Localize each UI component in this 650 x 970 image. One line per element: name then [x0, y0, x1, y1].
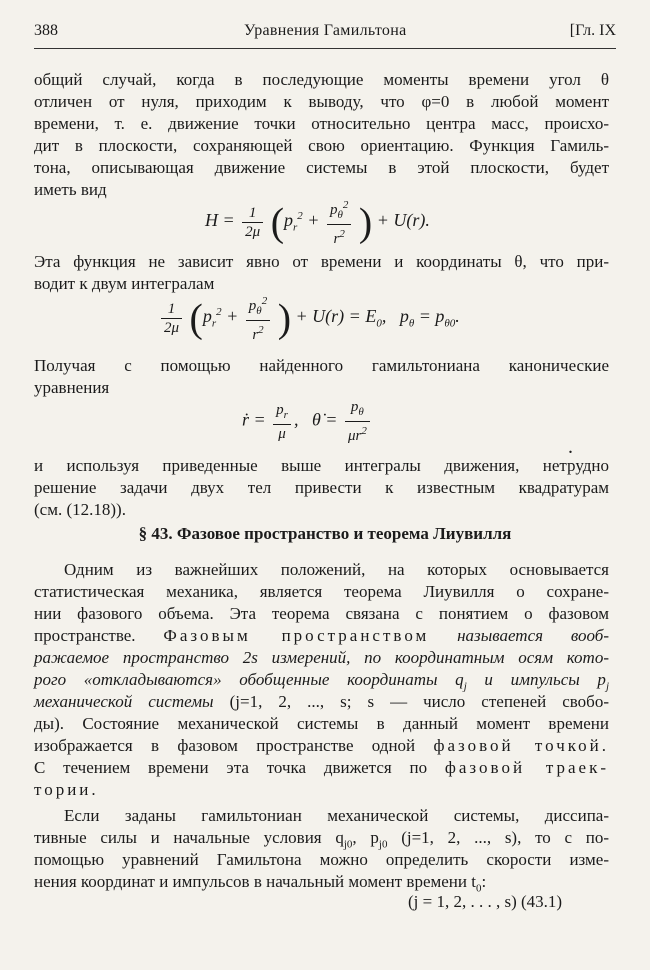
text-line: Получая с помощью найденного гамильтониана канонические — [34, 356, 609, 375]
fraction: $\frac{p_r}{\mu}$ — [273, 401, 291, 443]
text-line: Одним из важнейших положений, на которых основывается — [64, 560, 609, 579]
section-heading: § 43. Фазовое пространство и теорема Лиувилля — [138, 524, 512, 543]
equation-number: (j = 1, 2, . . . , s) (43.1) — [408, 892, 563, 911]
text-line: решение задачи двух тел привести к известным квадратурам — [34, 478, 609, 497]
subscript: 0 — [475, 882, 482, 895]
text-line — [34, 626, 609, 646]
text-run: пространстве. — [34, 626, 136, 645]
fraction: $\frac{p_\theta^2}{r^2}$ — [246, 292, 270, 344]
text-line: водит к двум интегралам — [34, 274, 215, 293]
text-run: (j=1, 2, ..., s), то с по- — [387, 828, 610, 847]
italic-run: рого «откладываются» обобщенные координаты q — [34, 670, 464, 689]
header-rule — [34, 48, 616, 49]
subscript: j0 — [343, 838, 353, 851]
fraction: $\frac{1}{2\mu}$ — [161, 300, 182, 337]
italic-run: и импульсы p — [466, 670, 606, 689]
italic-run: механической системы — [34, 692, 214, 711]
spaced-term: фазовой траек- — [444, 758, 609, 777]
text-run: нения координат и импульсов в начальный момент времени t — [34, 872, 476, 891]
text-line: отличен от нуля, приходим к выводу, что φ=0 в любой момент — [34, 92, 609, 111]
text-line: Если заданы гамильтониан механической системы, диссипа- — [64, 806, 609, 825]
text-line: нии фазового объема. Эта теорема связана с понятием о фазовом — [34, 604, 609, 623]
text-line: времени, т. е. движение точки относительно центра масс, происхо- — [34, 114, 609, 133]
text-line: тона, описывающая движение системы в этой плоскости, будет — [34, 158, 609, 177]
text-line: тории. — [34, 780, 99, 799]
stray-dot: . — [568, 436, 573, 458]
subscript: j — [605, 680, 609, 693]
page-number: 388 — [34, 22, 58, 39]
text-line: статистическая механика, является теорема Лиувилля о сохране- — [34, 582, 609, 601]
text-run: : — [481, 872, 487, 891]
spaced-term: Фазовым пространством — [163, 626, 430, 645]
text-line: помощью уравнений Гамильтона можно определить скорости изме- — [34, 850, 609, 869]
text-line: ражаемое пространство 2s измерений, по координатным осям кото- — [34, 648, 609, 667]
text-line: иметь вид — [34, 180, 107, 199]
canonical-equations: ṙ = $\frac{p_r}{\mu}$ , θ̇ = $\frac{p_\theta}{\mu r^2}$ — [242, 398, 373, 445]
running-title: Уравнения Гамильтона — [244, 22, 407, 39]
spaced-term: фазовой точкой. — [433, 736, 609, 755]
text-line: дит в плоскости, сохраняющей свою ориентацию. Функция Гамиль- — [34, 136, 609, 155]
text-line: общий случай, когда в последующие моменты времени угол θ — [34, 70, 609, 89]
running-header — [34, 22, 616, 46]
text-run: тивные силы и начальные условия q — [34, 828, 344, 847]
fraction: $\frac{p_\theta^2}{r^2}$ — [327, 196, 351, 248]
text-line — [34, 736, 609, 756]
chapter-label: [Гл. IX — [569, 22, 616, 39]
integrals-equation: $\frac{1}{2\mu}$ ($p_r^2$ + $\frac{p_\theta^2}{r^2}$ ) + $U(r) = E_0$, $p_\theta = p_{\theta 0}$. — [158, 292, 460, 344]
text-line — [34, 692, 609, 712]
text-line: и используя приведенные выше интегралы движения, нетрудно — [34, 456, 609, 475]
text-line: ды). Состояние механической системы в данный момент времени — [34, 714, 609, 733]
text-line: уравнения — [34, 378, 110, 397]
italic-run: называется вооб- — [457, 626, 610, 645]
text-run: (j=1, 2, ..., s; s — число степеней свобо- — [213, 692, 609, 711]
subscript: j0 — [378, 838, 388, 851]
text-run: , p — [352, 828, 379, 847]
text-line: (см. (12.18)). — [34, 500, 126, 519]
fraction: $\frac{1}{2\mu}$ — [242, 204, 263, 241]
text-line — [34, 758, 609, 778]
text-run: изображается в фазовом пространстве одной — [34, 736, 416, 755]
hamiltonian-equation: H = $\frac{1}{2\mu}$ ($p_r^2$ + $\frac{p_\theta^2}{r^2}$ ) + U(r). — [205, 196, 430, 248]
text-run: С течением времени эта точка движется по — [34, 758, 428, 777]
subscript: j — [463, 680, 467, 693]
fraction: $\frac{p_\theta}{\mu r^2}$ — [345, 398, 370, 445]
text-line: Эта функция не зависит явно от времени и координаты θ, что при- — [34, 252, 609, 271]
